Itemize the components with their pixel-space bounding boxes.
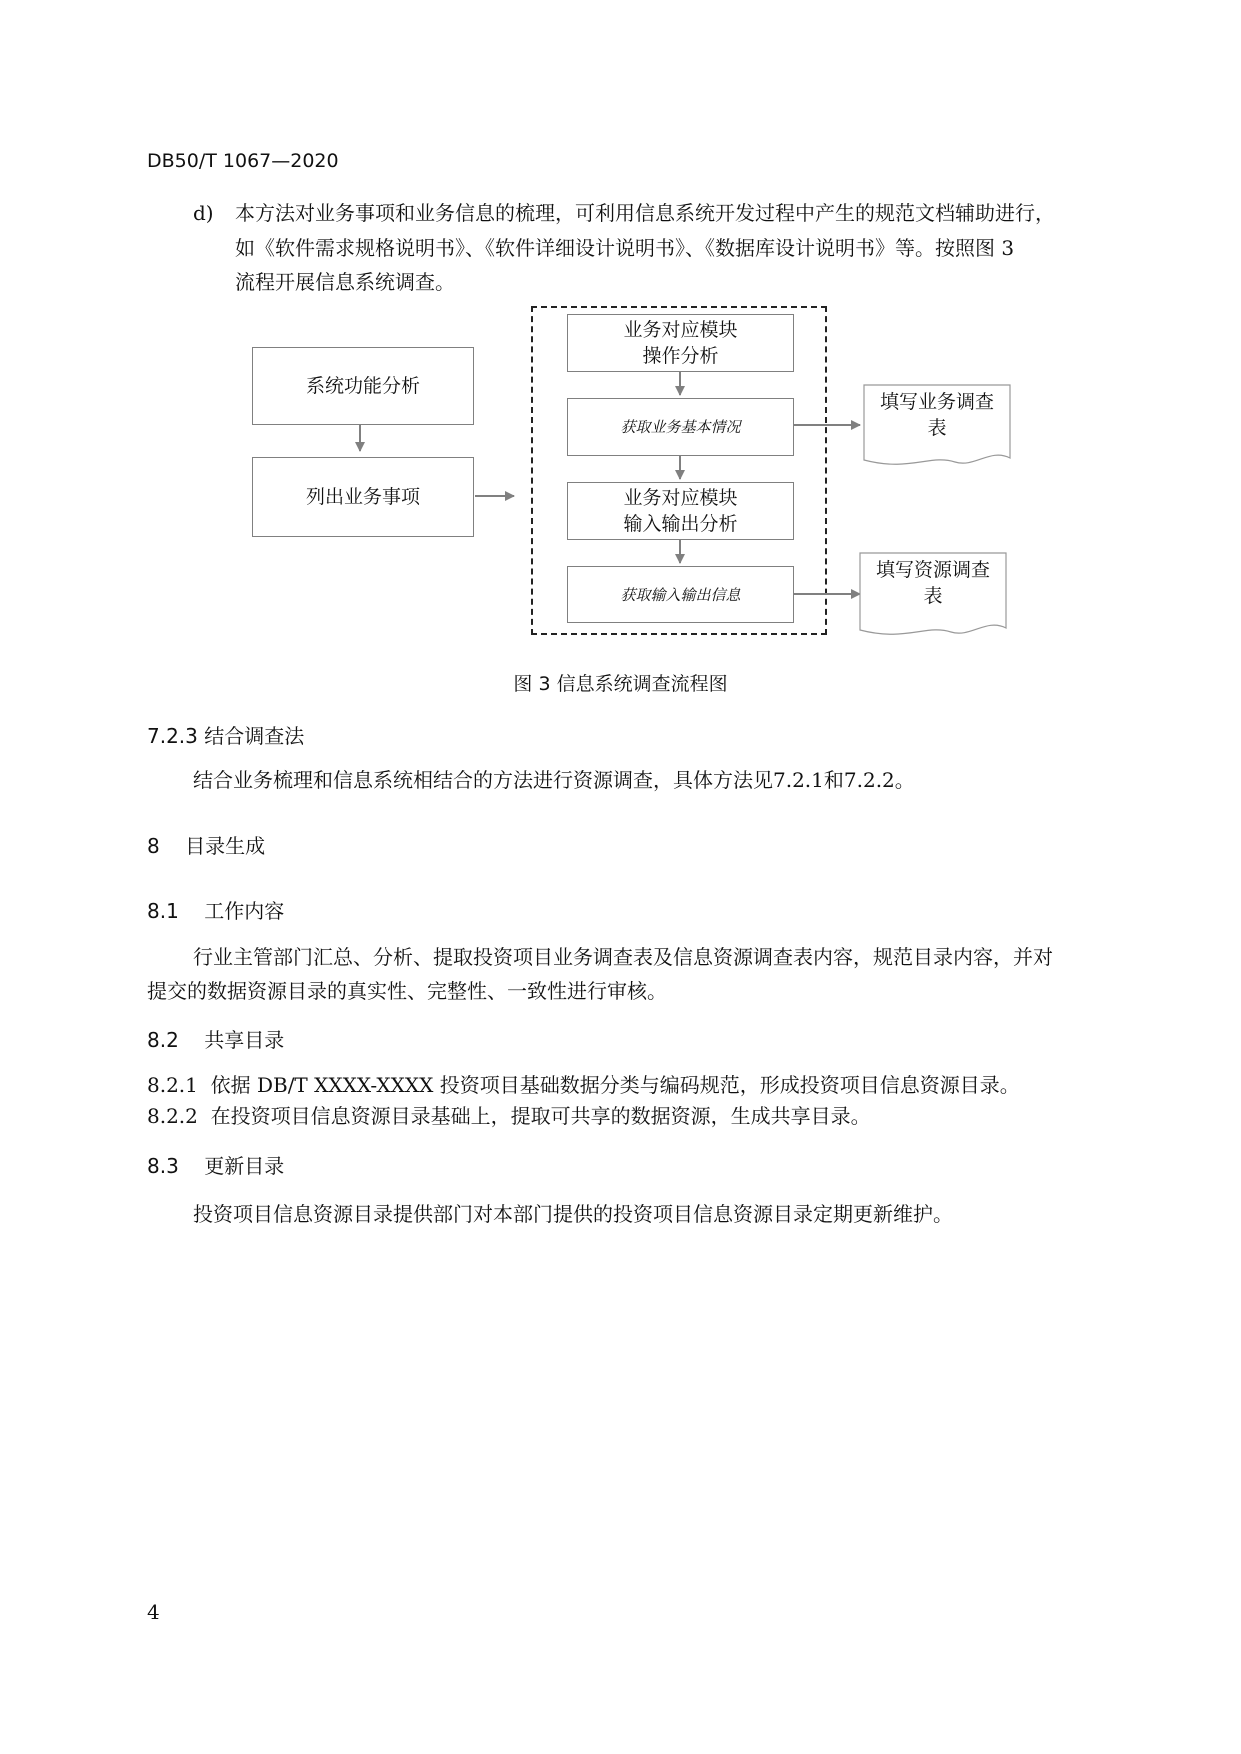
item-d-line-3: 流程开展信息系统调查。 [235,270,455,294]
item-d-label: d) [193,201,214,225]
flow-box-get-business-info: 获取业务基本情况 [567,398,794,456]
section-8-heading: 8 目录生成 [147,834,266,858]
section-7-2-3-text: 结合业务梳理和信息系统相结合的方法进行资源调查，具体方法见7.2.1和7.2.2。 [193,768,915,792]
section-8-1-line-2: 提交的数据资源目录的真实性、完整性、一致性进行审核。 [147,979,667,1003]
flow-box-get-io-info: 获取输入输出信息 [567,566,794,623]
document-id-header: DB50/T 1067—2020 [147,150,339,172]
flow-box-system-function-analysis: 系统功能分析 [252,347,474,425]
flow-box-module-io-analysis: 业务对应模块 输入输出分析 [567,482,794,540]
item-d-line-2: 如《软件需求规格说明书》、《软件详细设计说明书》、《数据库设计说明书》等。按照图 3 [235,236,1015,260]
section-8-2-1-item: 8.2.1 依据 DB/T XXXX-XXXX 投资项目基础数据分类与编码规范，形成投资项目信息资源目录。 [147,1073,1020,1097]
item-d-line-1: 本方法对业务事项和业务信息的梳理，可利用信息系统开发过程中产生的规范文档辅助进行， [235,201,1055,225]
section-8-2-heading: 8.2 共享目录 [147,1028,285,1052]
page-number: 4 [147,1600,160,1624]
figure-caption: 图 3 信息系统调查流程图 [513,673,728,695]
document-label-business-survey: 填写业务调查 表 [879,391,994,439]
document-label-resource-survey: 填写资源调查 表 [875,559,990,607]
section-7-2-3-heading: 7.2.3 结合调查法 [147,724,305,748]
section-8-2-2-item: 8.2.2 在投资项目信息资源目录基础上，提取可共享的数据资源，生成共享目录。 [147,1104,871,1128]
section-8-1-line-1: 行业主管部门汇总、分析、提取投资项目业务调查表及信息资源调查表内容，规范目录内容，并对 [193,945,1053,969]
flow-box-list-business-items: 列出业务事项 [252,457,474,537]
flow-box-module-operation-analysis: 业务对应模块 操作分析 [567,314,794,372]
section-8-1-heading: 8.1 工作内容 [147,899,285,923]
flowchart [0,0,1241,700]
section-8-3-text: 投资项目信息资源目录提供部门对本部门提供的投资项目信息资源目录定期更新维护。 [193,1202,953,1226]
section-8-3-heading: 8.3 更新目录 [147,1154,285,1178]
